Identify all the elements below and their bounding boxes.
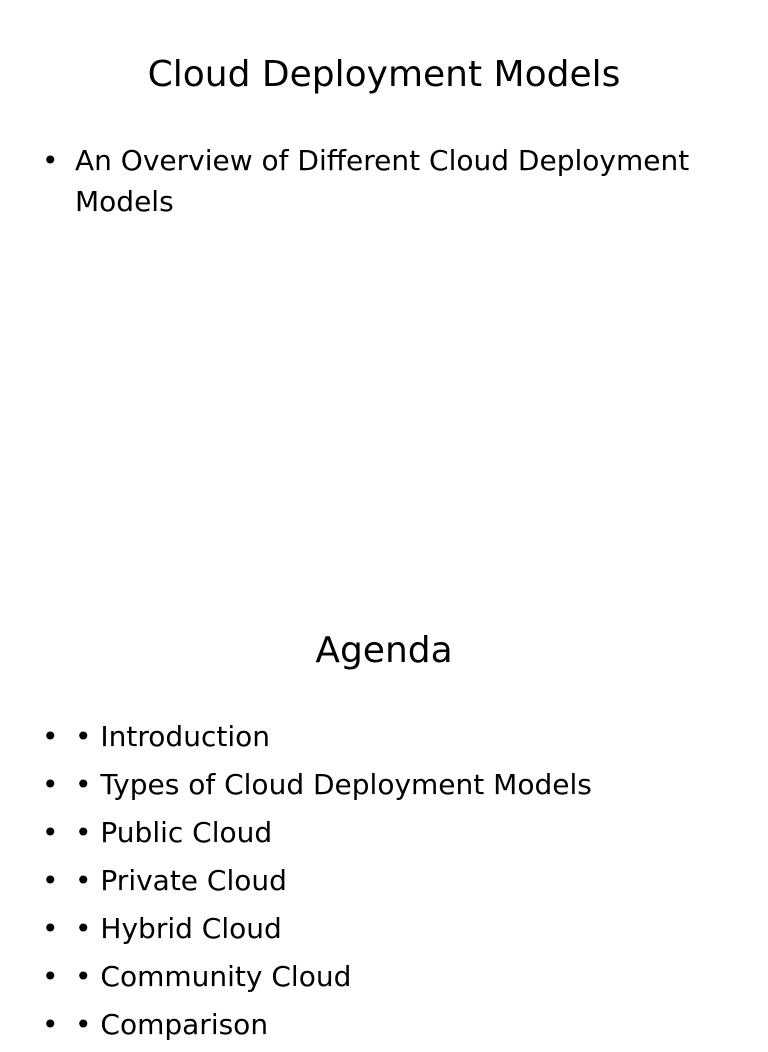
list-item-text: • Hybrid Cloud [75, 912, 282, 945]
list-item-text: • Comparison [75, 1008, 269, 1041]
list-item [38, 812, 718, 853]
slide-title: Cloud Deployment Models [147, 54, 621, 95]
bullet-icon: • [42, 816, 59, 849]
list-item [38, 716, 718, 757]
list-item [38, 764, 718, 805]
bullet-icon: • [42, 144, 59, 177]
bullet-icon: • [42, 1008, 59, 1041]
list-item [38, 956, 718, 997]
list-item [38, 860, 718, 901]
list-item [38, 140, 718, 222]
bullet-icon: • [42, 912, 59, 945]
bullet-icon: • [42, 768, 59, 801]
bullet-icon: • [42, 864, 59, 897]
list-item-text: • Private Cloud [75, 864, 287, 897]
list-item-text: • Public Cloud [75, 816, 273, 849]
list-item-text: An Overview of Different Cloud Deployment Models [75, 144, 690, 218]
list-item [38, 908, 718, 949]
slide-agenda [0, 576, 768, 1041]
bullet-icon: • [42, 720, 59, 753]
list-item-text: • Community Cloud [75, 960, 352, 993]
list-item-text: • Introduction [75, 720, 270, 753]
bullet-list [38, 140, 718, 229]
slide-title: Agenda [315, 630, 453, 671]
bullet-icon: • [42, 960, 59, 993]
bullet-list [38, 716, 718, 1052]
list-item [38, 1004, 718, 1045]
list-item-text: • Types of Cloud Deployment Models [75, 768, 592, 801]
